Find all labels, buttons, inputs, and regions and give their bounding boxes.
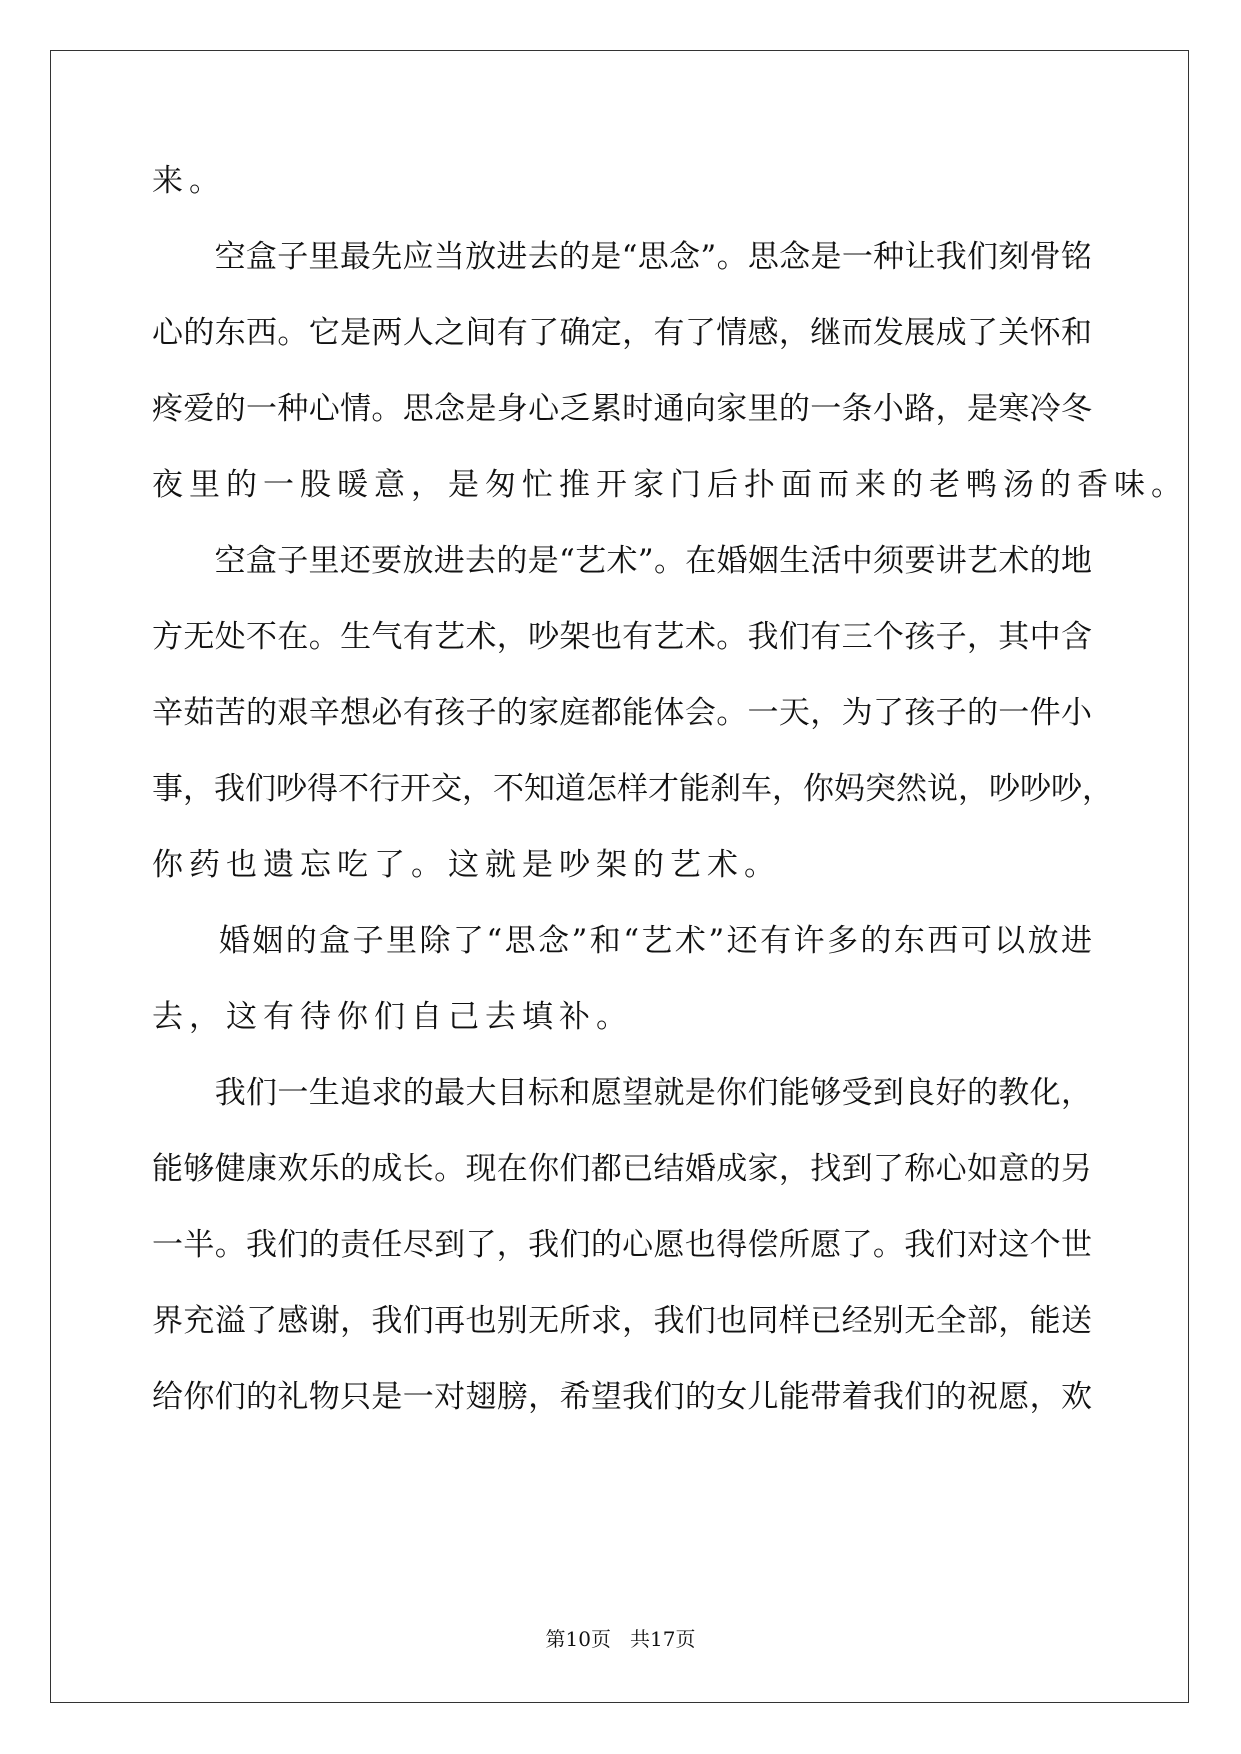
text-line: 心的东西。它是两人之间有了确定，有了情感，继而发展成了关怀和: [152, 315, 1092, 351]
text-line: 婚姻的盒子里除了“思念”和“艺术”还有许多的东西可以放进: [152, 923, 1092, 959]
text-line: 能够健康欢乐的成长。现在你们都已结婚成家，找到了称心如意的另: [152, 1151, 1092, 1187]
text-line: 去，这有待你们自己去填补。: [152, 999, 633, 1035]
page-total: 共17页: [630, 1627, 696, 1651]
text-line: 疼爱的一种心情。思念是身心乏累时通向家里的一条小路，是寒冷冬: [152, 391, 1092, 427]
text-line: 我们一生追求的最大目标和愿望就是你们能够受到良好的教化，: [152, 1075, 1092, 1111]
text-line: 空盒子里还要放进去的是“艺术”。在婚姻生活中须要讲艺术的地: [152, 543, 1092, 579]
text-line: 方无处不在。生气有艺术，吵架也有艺术。我们有三个孩子，其中含: [152, 619, 1092, 655]
text-line: 空盒子里最先应当放进去的是“思念”。思念是一种让我们刻骨铭: [152, 239, 1092, 275]
text-line: 一半。我们的责任尽到了，我们的心愿也得偿所愿了。我们对这个世: [152, 1227, 1092, 1263]
text-line: 事，我们吵得不行开交，不知道怎样才能刹车，你妈突然说，吵吵吵，: [152, 771, 1113, 807]
text-line: 夜里的一股暖意，是匆忙推开家门后扑面而来的老鸭汤的香味。: [152, 467, 1188, 503]
page-footer: [0, 1627, 1241, 1651]
text-line: 辛茹苦的艰辛想必有孩子的家庭都能体会。一天，为了孩子的一件小: [152, 695, 1092, 731]
text-line: 来。: [152, 163, 226, 199]
text-line: 给你们的礼物只是一对翅膀，希望我们的女儿能带着我们的祝愿，欢: [152, 1379, 1092, 1415]
page-number: 第10页: [545, 1627, 611, 1651]
text-line: 你药也遗忘吃了。这就是吵架的艺术。: [152, 847, 781, 883]
text-line: 界充溢了感谢，我们再也别无所求，我们也同样已经别无全部，能送: [152, 1303, 1092, 1339]
